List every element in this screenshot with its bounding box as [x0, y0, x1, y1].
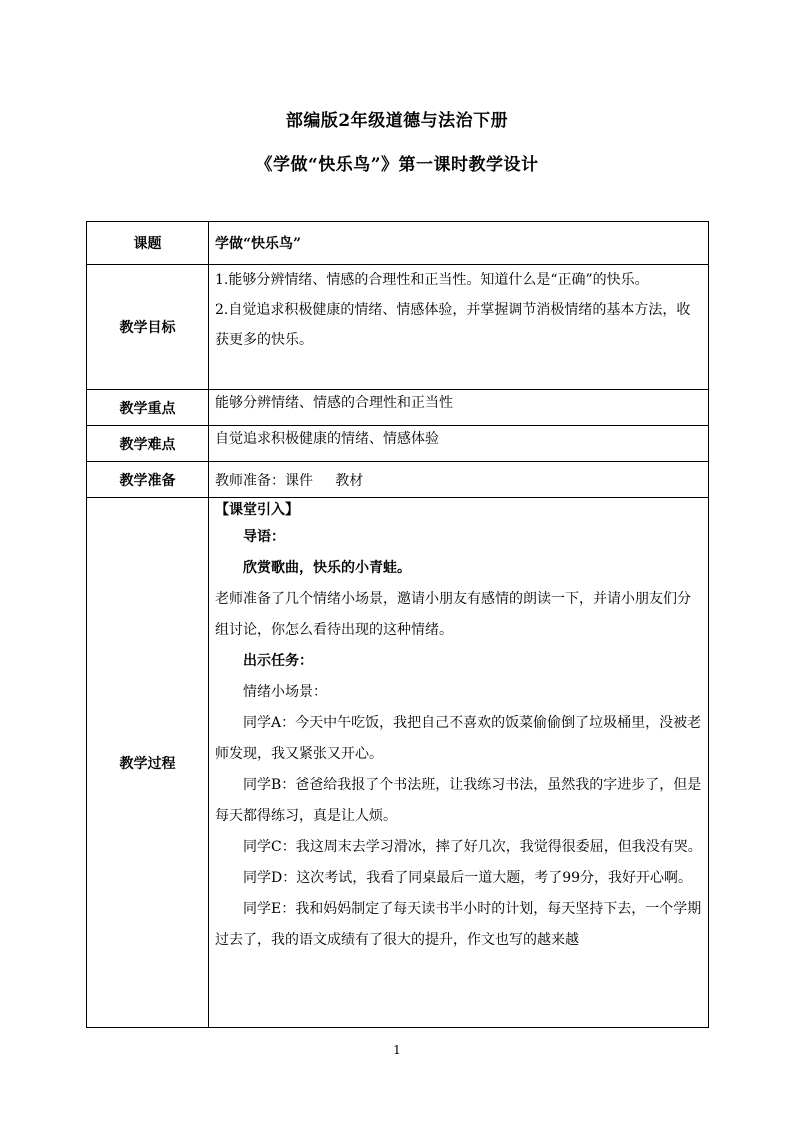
- difficulties-cell: [209, 426, 709, 462]
- difficulties-value: 自觉追求积极健康的情绪、情感体验: [215, 431, 439, 447]
- goals-cell: [209, 265, 709, 390]
- table-row-goals: [87, 265, 709, 390]
- topic-value: 学做“快乐鸟”: [215, 236, 302, 252]
- table-row-topic: [87, 222, 709, 265]
- intro-label: 导语：: [243, 529, 285, 545]
- lesson-plan-table: [86, 221, 709, 1028]
- key-points-cell: [209, 390, 709, 426]
- difficulties-label: 教学难点: [87, 426, 209, 462]
- table-row-key-points: [87, 390, 709, 426]
- goal-item-2: 2.自觉追求积极健康的情绪、情感体验，并掌握调节消极情绪的基本方法，收获更多的快乐。: [215, 302, 691, 348]
- section-heading: 【课堂引入】: [215, 502, 299, 518]
- page-number: 1: [393, 1043, 401, 1057]
- goals-label: 教学目标: [87, 265, 209, 390]
- preparation-label: 教学准备: [87, 462, 209, 498]
- scene-item: 同学E：我和妈妈制定了每天读书半小时的计划，每天坚持下去，一个学期过去了，我的语文成绩有了很大的提升，作文也写的越来越: [215, 901, 702, 948]
- key-points-label: 教学重点: [87, 390, 209, 426]
- table-row-difficulties: [87, 426, 709, 462]
- process-cell: [209, 498, 709, 1028]
- scene-item: 同学D：这次考试，我看了同桌最后一道大题，考了99分，我好开心啊。: [243, 870, 693, 886]
- process-label: 教学过程: [87, 498, 209, 1028]
- song-line: 欣赏歌曲，快乐的小青蛙。: [243, 560, 411, 576]
- table-row-process: [87, 498, 709, 1028]
- preparation-value: 教师准备：课件 教材: [215, 472, 364, 489]
- scene-item: 同学B：爸爸给我报了个书法班，让我练习书法，虽然我的字进步了，但是每天都得练习，真是让人烦。: [215, 777, 702, 824]
- document-title-line1: 部编版2年级道德与法治下册: [285, 111, 509, 131]
- goal-item-1: 1.能够分辨情绪、情感的合理性和正当性。知道什么是“正确”的快乐。: [215, 272, 649, 288]
- key-points-value: 能够分辨情绪、情感的合理性和正当性: [215, 395, 453, 411]
- topic-cell: [209, 222, 709, 265]
- scene-item: 同学A：今天中午吃饭，我把自己不喜欢的饭菜偷偷倒了垃圾桶里，没被老师发现，我又紧张又开心。: [215, 715, 702, 762]
- preparation-cell: [209, 462, 709, 498]
- task-label: 出示任务：: [243, 653, 313, 669]
- document-title-line2: 《学做“快乐鸟”》第一课时教学设计: [255, 155, 539, 175]
- topic-label: 课题: [87, 222, 209, 265]
- scene-label: 情绪小场景：: [243, 684, 327, 700]
- teacher-paragraph: 老师准备了几个情绪小场景，邀请小朋友有感情的朗读一下，并请小朋友们分组讨论，你怎么看待出现的这种情绪。: [215, 591, 691, 638]
- table-row-preparation: [87, 462, 709, 498]
- scene-item: 同学C：我这周末去学习滑冰，摔了好几次，我觉得很委屈，但我没有哭。: [243, 839, 702, 855]
